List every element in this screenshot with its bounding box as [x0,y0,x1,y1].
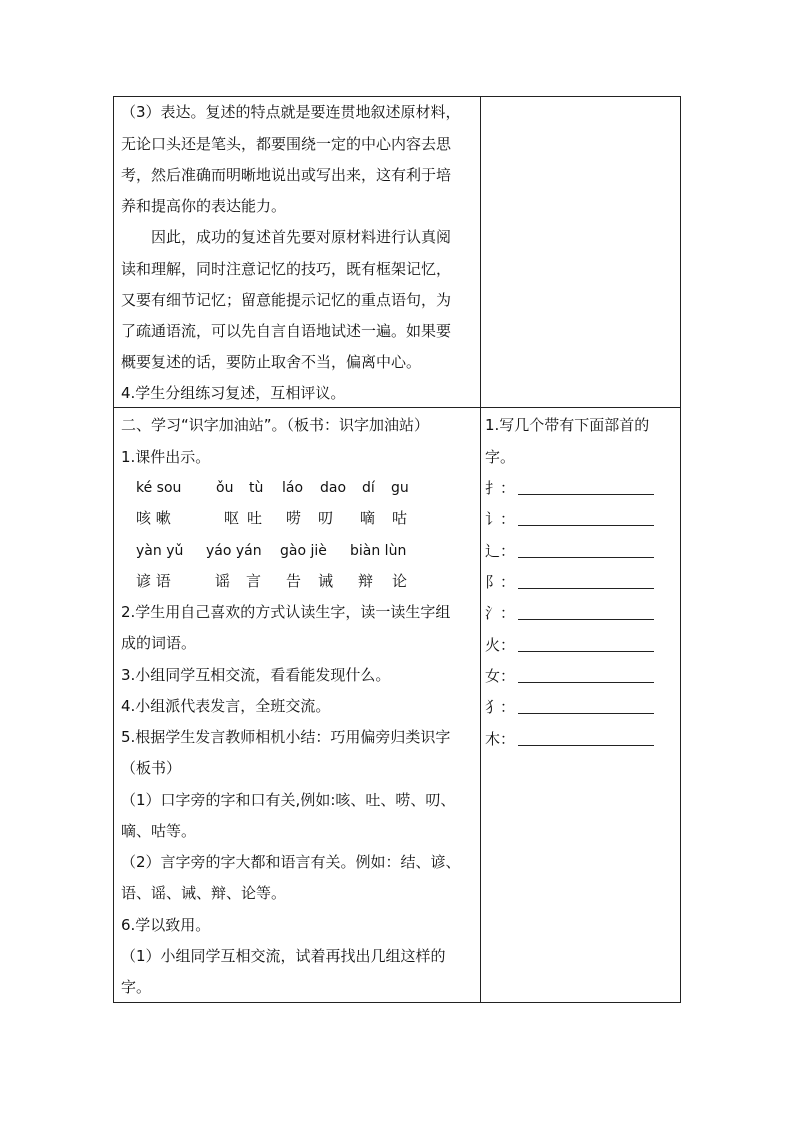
pinyin-label: yàn yǔ [136,543,184,559]
pinyin-label: láo [282,480,304,496]
text-line: 无论口头还是笔头，都要围绕一定的中心内容去思 [121,135,452,153]
exercise-title: 字。 [485,448,516,466]
separator: ： [500,698,516,716]
separator: ： [500,510,516,528]
text-line: 3.小组同学互相交流，看看能发现什么。 [121,666,391,684]
word-label: 咕 [392,509,408,527]
pinyin-label: yáo yán [206,543,262,559]
answer-blank[interactable] [518,713,654,714]
text-line: 6.学以致用。 [121,916,211,934]
separator: ： [500,667,516,685]
word-label: 诫 [318,572,334,590]
text-line: （1）口字旁的字和口有关,例如:咳、吐、唠、叨、 [121,791,456,809]
text-line: 语、谣、诫、辩、论等。 [121,884,287,902]
word-label: 言 [246,572,262,590]
answer-blank[interactable] [518,619,654,620]
pinyin-label: dao [320,480,347,496]
text-line: 成的词语。 [121,634,197,652]
pinyin-label: gào jiè [280,543,327,559]
word-label: 叨 [318,509,334,527]
word-label: 呕 [224,509,240,527]
word-label: 告 [286,572,302,590]
text-line: （3）表达。复述的特点就是要连贯地叙述原材料， [121,103,461,121]
text-line: 4.小组派代表发言，全班交流。 [121,697,331,715]
text-line: （1）小组同学互相交流，试着再找出几组这样的 [121,947,446,965]
answer-blank[interactable] [518,494,654,495]
cell-top-right [480,96,681,408]
answer-blank[interactable] [518,525,654,526]
answer-blank[interactable] [518,682,654,683]
text-line: 5.根据学生发言教师相机小结：巧用偏旁归类识字 [121,728,451,746]
radical-label: 犭 [485,698,501,716]
pinyin-label: biàn lùn [350,543,407,559]
text-line: 2.学生用自己喜欢的方式认读生字，读一读生字组 [121,603,451,621]
word-label: 吐 [247,509,263,527]
pinyin-label: dí [362,480,375,496]
pinyin-label: gu [391,480,409,496]
text-line: 考，然后准确而明晰地说出或写出来，这有利于培 [121,166,452,184]
text-line: 字。 [121,978,152,996]
separator: ： [500,542,516,560]
radical-label: 扌 [485,479,501,497]
word-label: 辩 [358,572,374,590]
text-line: 概要复述的话，要防止取舍不当，偏离中心。 [121,353,422,371]
radical-label: 火 [485,636,501,654]
separator: ： [500,479,516,497]
text-line: （板书） [121,759,182,777]
answer-blank[interactable] [518,588,654,589]
pinyin-label: ké sou [136,480,182,496]
word-label: 谚 语 [136,572,171,590]
radical-label: 辶 [485,542,501,560]
separator: ： [500,730,516,748]
word-label: 咳 嗽 [136,509,171,527]
word-label: 唠 [286,509,302,527]
radical-label: 讠 [485,510,501,528]
text-line: 读和理解，同时注意记忆的技巧，既有框架记忆， [121,260,452,278]
answer-blank[interactable] [518,557,654,558]
radical-label: 氵 [485,604,501,622]
separator: ： [500,604,516,622]
text-line: 养和提高你的表达能力。 [121,197,287,215]
word-label: 嘀 [360,509,376,527]
section-heading: 二、学习“识字加油站”。（板书：识字加油站） [121,416,430,434]
text-line: 嘀、咕等。 [121,822,197,840]
answer-blank[interactable] [518,745,654,746]
text-line: 因此，成功的复述首先要对原材料进行认真阅 [151,228,452,246]
radical-label: 女 [485,667,501,685]
text-line: 又要有细节记忆；留意能提示记忆的重点语句，为 [121,291,452,309]
text-line: （2）言字旁的字大都和语言有关。例如：结、谚、 [121,853,461,871]
pinyin-label: tù [249,480,264,496]
text-line: 4.学生分组练习复述，互相评议。 [121,384,346,402]
text-line: 了疏通语流，可以先自言自语地试述一遍。如果要 [121,322,452,340]
separator: ： [500,573,516,591]
separator: ： [500,636,516,654]
exercise-title: 1.写几个带有下面部首的 [485,416,650,434]
answer-blank[interactable] [518,651,654,652]
pinyin-label: ǒu [216,480,234,496]
radical-label: 木 [485,730,501,748]
text-line: 1.课件出示。 [121,448,211,466]
radical-label: 阝 [485,573,501,591]
word-label: 论 [392,572,408,590]
word-label: 谣 [215,572,231,590]
